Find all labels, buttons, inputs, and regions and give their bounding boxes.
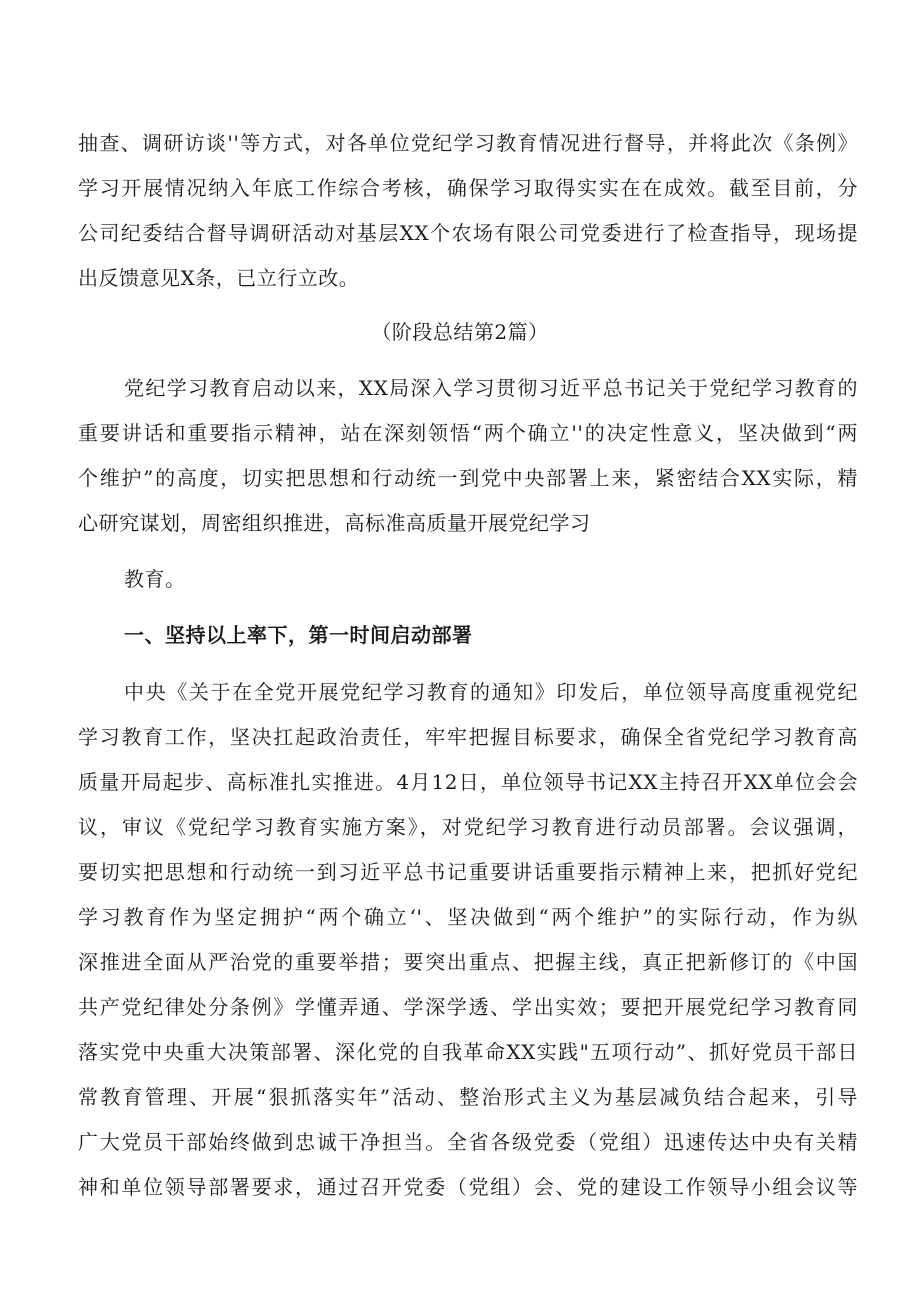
section-title: （阶段总结第2篇） (371, 320, 549, 344)
paragraph-1-line-1: 抽查、调研访谈''等方式，对各单位党纪学习教育情况进行督导，并将此次《条例》 (78, 131, 858, 155)
paragraph-1-line-4: 出反馈意见X条，已立行立改。 (78, 266, 360, 290)
paragraph-4-line-6: 学习教育作为坚定拥护“两个确立‘'、坚决做到“两个维护”的实际行动，作为纵 (78, 905, 858, 929)
paragraph-3: 教育。 (124, 567, 186, 591)
paragraph-4-line-2: 学习教育工作，坚决扛起政治责任，牢牢把握目标要求，确保全省党纪学习教育高 (78, 725, 858, 749)
paragraph-2-line-1: 党纪学习教育启动以来，XX局深入学习贯彻习近平总书记关于党纪学习教育的 (124, 376, 858, 400)
paragraph-4-line-4: 议，审议《党纪学习教育实施方案》，对党纪学习教育进行动员部署。会议强调， (78, 815, 858, 839)
paragraph-4-line-7: 深推进全面从严治党的重要举措；要突出重点、把握主线，真正把新修订的《中国 (78, 950, 858, 974)
paragraph-2-line-4: 心研究谋划，周密组织推进，高标准高质量开展党纪学习 (78, 511, 591, 535)
paragraph-4-line-1: 中央《关于在全党开展党纪学习教育的通知》印发后，单位领导高度重视党纪 (124, 680, 858, 704)
paragraph-2-line-3: 个维护”的高度，切实把思想和行动统一到党中央部署上来，紧密结合XX实际，精 (78, 466, 858, 490)
paragraph-4-line-11: 广大党员干部始终做到忠诚干净担当。全省各级党委（党组）迅速传达中央有关精 (78, 1130, 858, 1154)
paragraph-4-line-10: 常教育管理、开展“狠抓落实年”活动、整治形式主义为基层减负结合起来，引导 (78, 1085, 858, 1109)
paragraph-4-line-12: 神和单位领导部署要求，通过召开党委（党组）会、党的建设工作领导小组会议等 (78, 1175, 858, 1199)
paragraph-4-line-5: 要切实把思想和行动统一到习近平总书记重要讲话重要指示精神上来，把抓好党纪 (78, 860, 858, 884)
paragraph-4-line-3: 质量开局起步、高标准扎实推进。4月12日，单位领导书记XX主持召开XX单位会会 (78, 770, 858, 794)
paragraph-4-line-8: 共产党纪律处分条例》学懂弄通、学深学透、学出实效；要把开展党纪学习教育同 (78, 995, 858, 1019)
heading-1: 一、坚持以上率下，第一时间启动部署 (124, 623, 473, 647)
paragraph-2-line-2: 重要讲话和重要指示精神，站在深刻领悟“两个确立''的决定性意义，坚决做到“两 (78, 421, 858, 445)
paragraph-1-line-3: 公司纪委结合督导调研活动对基层XX个农场有限公司党委进行了检查指导，现场提 (78, 221, 858, 245)
paragraph-1-line-2: 学习开展情况纳入年底工作综合考核，确保学习取得实实在在成效。截至目前，分 (78, 176, 858, 200)
paragraph-4-line-9: 落实党中央重大决策部署、深化党的自我革命XX实践"五项行动”、抓好党员干部日 (78, 1040, 858, 1064)
